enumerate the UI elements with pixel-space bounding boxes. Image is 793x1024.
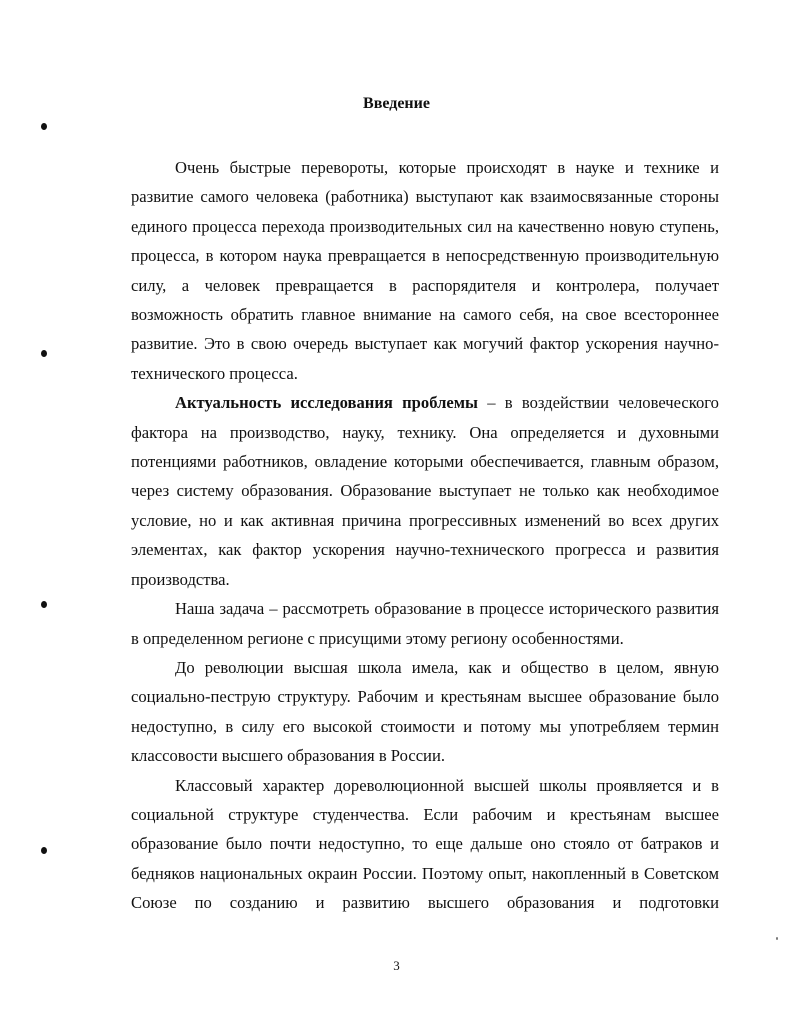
page-number: 3 (393, 958, 400, 973)
relevance-text: – в воздействии человеческого фактора на производство, науку, технику. Она определяется и духовными потенциями работников, овладение которыми обеспечивается, главным образом, через систему образования. Образование выступает не только как необходимое условие, но и как активная причина прогрессивных изменений во всех других элементах, как фактор ускорения научно-технического прогресса и развития производства. (131, 393, 719, 589)
paragraph-relevance (131, 388, 719, 594)
page-title: Введение (363, 95, 430, 112)
binder-hole-mark (41, 123, 47, 130)
body-text (131, 153, 719, 918)
binder-hole-mark (41, 847, 47, 854)
paragraph-prerevolution: До революции высшая школа имела, как и общество в целом, явную социально-пеструю структуру. Рабочим и крестьянам высшее образование было недоступно, в силу его высокой стоимости и потому мы употребляем термин классовости высшего образования в России. (131, 657, 719, 766)
paragraph-intro: Очень быстрые перевороты, которые происходят в науке и технике и развитие самого человека (работника) выступают как взаимосвязанные стороны единого процесса перехода производительных сил на качественно новую ступень, процесса, в котором наука превращается в непосредственную производительную силу, а человек превращается в распорядителя и контролера, получает возможность обратить главное внимание на самого себя, на свое всестороннее развитие. Это в свою очередь выступает как могучий фактор ускорения научно-технического процесса. (131, 158, 719, 383)
binder-hole-mark (41, 601, 47, 608)
paragraph-class-character: Классовый характер дореволюционной высшей школы проявляется и в социальной структуре студенчества. Если рабочим и крестьянам высшее образование было почти недоступно, то еще дальше оно стояло от батраков и бедняков национальных окраин России. Поэтому опыт, накопленный в Советском Союзе по созданию и развитию высшего образования и подготовки (131, 775, 719, 913)
scan-speck (776, 937, 778, 940)
binder-hole-mark (41, 350, 47, 357)
paragraph-task: Наша задача – рассмотреть образование в процессе исторического развития в определенном регионе с присущими этому региону особенностями. (131, 599, 719, 648)
relevance-lead: Актуальность исследования проблемы (175, 393, 479, 413)
